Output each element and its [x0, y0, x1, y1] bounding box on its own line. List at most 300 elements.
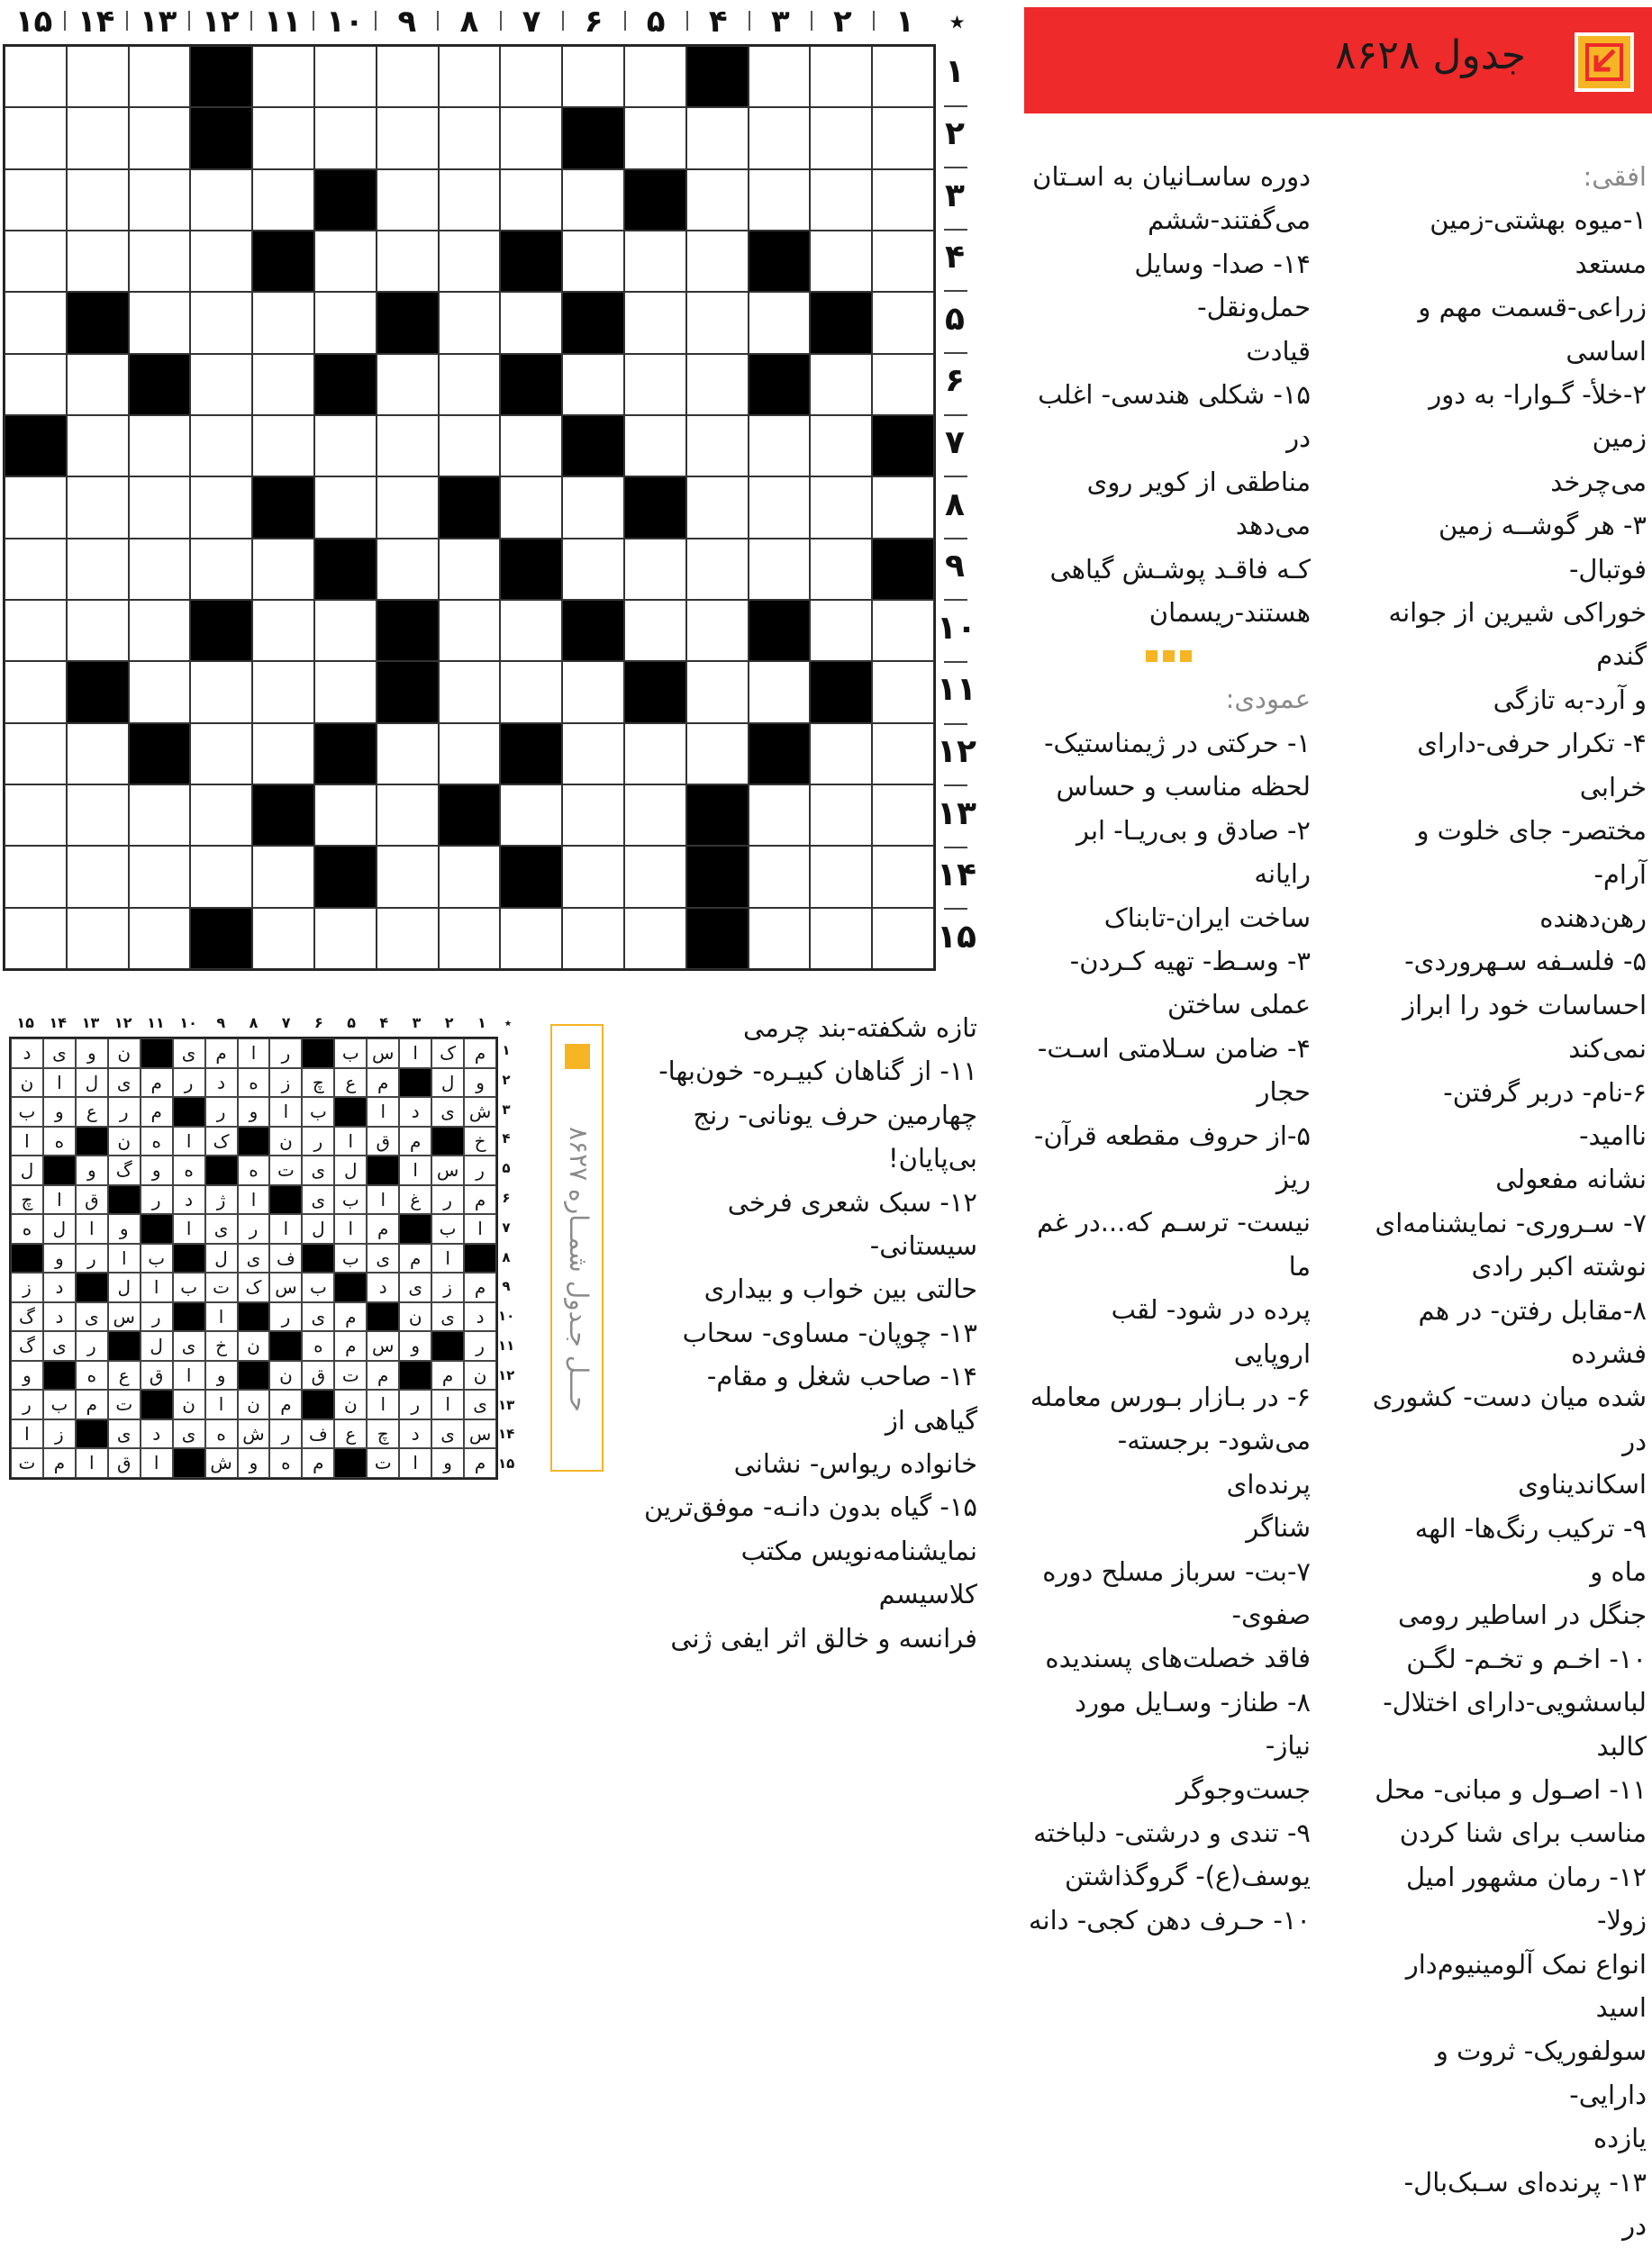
grid-cell[interactable]	[5, 600, 67, 661]
solution-column-number: ۳	[412, 1014, 422, 1031]
grid-cell[interactable]	[810, 539, 872, 600]
grid-cell[interactable]	[252, 354, 314, 415]
grid-cell[interactable]	[500, 169, 562, 231]
grid-cell[interactable]	[67, 415, 129, 476]
grid-cell[interactable]	[129, 539, 191, 600]
column-number: ۱۵	[14, 4, 53, 40]
grid-cell[interactable]	[872, 46, 934, 107]
black-cell	[686, 784, 749, 846]
grid-cell[interactable]	[67, 539, 129, 600]
grid-cell[interactable]	[129, 476, 191, 538]
grid-cell[interactable]	[129, 292, 191, 353]
solution-cell: م	[431, 1361, 464, 1391]
grid-cell[interactable]	[500, 107, 562, 168]
solution-cell: ب	[302, 1273, 334, 1302]
grid-cell[interactable]	[129, 415, 191, 476]
solution-cell: ی	[108, 1068, 141, 1098]
grid-cell[interactable]	[872, 723, 934, 784]
grid-cell[interactable]	[67, 784, 129, 846]
grid-cell[interactable]	[686, 539, 749, 600]
grid-cell[interactable]	[314, 46, 377, 107]
grid-cell[interactable]	[810, 169, 872, 231]
column-number: ۵	[646, 4, 666, 40]
solution-cell: ف	[302, 1419, 334, 1449]
grid-cell[interactable]	[377, 46, 439, 107]
grid-cell[interactable]	[872, 107, 934, 168]
solution-cell: د	[205, 1068, 238, 1098]
solution-cell: ا	[141, 1273, 173, 1302]
solution-black-cell	[367, 1156, 399, 1185]
grid-cell[interactable]	[439, 600, 501, 661]
grid-cell[interactable]	[500, 476, 562, 538]
grid-cell[interactable]	[439, 292, 501, 353]
grid-cell[interactable]	[686, 169, 749, 231]
grid-cell[interactable]	[749, 476, 811, 538]
grid-cell[interactable]	[190, 846, 252, 907]
grid-cell[interactable]	[252, 169, 314, 231]
solution-black-cell	[431, 1331, 464, 1361]
solution-cell: ن	[238, 1331, 270, 1361]
grid-cell[interactable]	[624, 107, 686, 168]
grid-cell[interactable]	[686, 661, 749, 722]
clue-line: فرانسه و خالق اثر ایفی ژنی	[670, 1622, 977, 1654]
grid-cell[interactable]	[810, 354, 872, 415]
grid-cell[interactable]	[252, 661, 314, 722]
black-cell	[252, 476, 314, 538]
grid-cell[interactable]	[67, 354, 129, 415]
grid-cell[interactable]	[377, 539, 439, 600]
solution-cell: و	[43, 1244, 76, 1274]
grid-cell[interactable]	[872, 231, 934, 292]
grid-cell[interactable]	[190, 231, 252, 292]
grid-cell[interactable]	[686, 476, 749, 538]
solution-cell: ن	[269, 1361, 302, 1391]
grid-cell[interactable]	[5, 231, 67, 292]
grid-cell[interactable]	[439, 539, 501, 600]
solution-cell: م	[464, 1448, 496, 1478]
grid-cell[interactable]	[686, 107, 749, 168]
grid-cell[interactable]	[810, 476, 872, 538]
black-cell	[624, 169, 686, 231]
grid-cell[interactable]	[810, 784, 872, 846]
grid-cell[interactable]	[377, 846, 439, 907]
grid-cell[interactable]	[439, 846, 501, 907]
grid-cell[interactable]	[129, 231, 191, 292]
solution-cell: ا	[367, 1097, 399, 1127]
grid-cell[interactable]	[686, 415, 749, 476]
grid-cell[interactable]	[810, 846, 872, 907]
grid-cell[interactable]	[5, 539, 67, 600]
grid-cell[interactable]	[439, 169, 501, 231]
solution-column-number: ۸	[249, 1014, 259, 1031]
grid-cell[interactable]	[377, 354, 439, 415]
grid-cell[interactable]	[377, 415, 439, 476]
clue-line: ۱- حرکتی در ژیمناستیک-	[1044, 727, 1311, 758]
solution-cell: ا	[11, 1419, 43, 1449]
grid-cell[interactable]	[810, 415, 872, 476]
grid-cell[interactable]	[500, 415, 562, 476]
grid-cell[interactable]	[129, 46, 191, 107]
grid-cell[interactable]	[562, 231, 624, 292]
grid-cell[interactable]	[872, 292, 934, 353]
solution-cell: چ	[302, 1068, 334, 1098]
grid-cell[interactable]	[686, 354, 749, 415]
solution-cell: ع	[76, 1097, 108, 1127]
grid-cell[interactable]	[439, 107, 501, 168]
row-separator	[944, 290, 967, 292]
grid-cell[interactable]	[377, 231, 439, 292]
solution-cell: ز	[11, 1273, 43, 1302]
grid-cell[interactable]	[624, 723, 686, 784]
row-separator	[944, 229, 967, 231]
grid-cell[interactable]	[749, 661, 811, 722]
solution-cell: ی	[302, 1185, 334, 1215]
grid-cell[interactable]	[624, 354, 686, 415]
grid-cell[interactable]	[67, 231, 129, 292]
solution-black-cell	[43, 1361, 76, 1391]
grid-cell[interactable]	[377, 784, 439, 846]
grid-cell[interactable]	[314, 600, 377, 661]
grid-cell[interactable]	[439, 46, 501, 107]
grid-cell[interactable]	[67, 908, 129, 969]
grid-cell[interactable]	[377, 908, 439, 969]
grid-cell[interactable]	[872, 476, 934, 538]
solution-label: حـــل جـدول شمــاره ۸۶۲۷	[564, 1126, 594, 1412]
grid-cell[interactable]	[749, 107, 811, 168]
grid-cell[interactable]	[562, 661, 624, 722]
black-cell	[749, 354, 811, 415]
grid-cell[interactable]	[5, 908, 67, 969]
grid-cell[interactable]	[252, 846, 314, 907]
grid-cell[interactable]	[252, 46, 314, 107]
clue-line: ۶-نام- دربر گرفتن- ناامید-	[1443, 1076, 1647, 1151]
grid-cell[interactable]	[439, 908, 501, 969]
grid-cell[interactable]	[5, 476, 67, 538]
grid-cell[interactable]	[377, 476, 439, 538]
solution-column-number: ۴	[379, 1014, 389, 1031]
grid-cell[interactable]	[314, 231, 377, 292]
grid-cell[interactable]	[377, 107, 439, 168]
grid-cell[interactable]	[810, 107, 872, 168]
grid-cell[interactable]	[377, 169, 439, 231]
solution-cell: ا	[269, 1097, 302, 1127]
clue-line: سولفوریک- ثروت و دارایی-	[1435, 2035, 1647, 2110]
grid-cell[interactable]	[872, 661, 934, 722]
grid-cell[interactable]	[314, 476, 377, 538]
grid-cell[interactable]	[190, 354, 252, 415]
grid-cell[interactable]	[624, 600, 686, 661]
grid-cell[interactable]	[562, 46, 624, 107]
solution-column-number: ۱۰	[179, 1014, 197, 1031]
grid-cell[interactable]	[749, 784, 811, 846]
grid-cell[interactable]	[67, 476, 129, 538]
solution-cell: ر	[269, 1419, 302, 1449]
grid-cell[interactable]	[439, 723, 501, 784]
solution-cell: ر	[76, 1331, 108, 1361]
grid-cell[interactable]	[5, 169, 67, 231]
grid-column-header	[0, 0, 966, 43]
solution-cell: ه	[205, 1419, 238, 1449]
grid-cell[interactable]	[810, 723, 872, 784]
grid-cell[interactable]	[562, 354, 624, 415]
solution-row-number: ۱۲	[498, 1366, 515, 1383]
grid-cell[interactable]	[190, 784, 252, 846]
grid-cell[interactable]	[314, 661, 377, 722]
row-separator	[944, 784, 967, 786]
grid-cell[interactable]	[749, 415, 811, 476]
grid-cell[interactable]	[67, 46, 129, 107]
solution-cell: ع	[108, 1361, 141, 1391]
clue-line: یازده	[1593, 2123, 1647, 2154]
black-cell	[5, 415, 67, 476]
grid-cell[interactable]	[872, 354, 934, 415]
grid-cell[interactable]	[686, 723, 749, 784]
solution-cell: ه	[141, 1127, 173, 1156]
grid-cell[interactable]	[872, 846, 934, 907]
solution-cell: ق	[141, 1361, 173, 1391]
grid-cell[interactable]	[439, 415, 501, 476]
black-cell	[562, 107, 624, 168]
solution-cell: م	[399, 1127, 431, 1156]
grid-cell[interactable]	[129, 661, 191, 722]
row-separator	[944, 908, 967, 910]
grid-cell[interactable]	[500, 292, 562, 353]
solution-cell: د	[43, 1273, 76, 1302]
black-cell	[252, 784, 314, 846]
solution-cell: غ	[399, 1185, 431, 1215]
solution-black-cell	[76, 1127, 108, 1156]
grid-cell[interactable]	[5, 661, 67, 722]
solution-cell: ر	[11, 1390, 43, 1419]
grid-cell[interactable]	[377, 723, 439, 784]
solution-cell: م	[399, 1244, 431, 1274]
clue-line: ۴- ضامن سـلامتی اسـت-	[1037, 1032, 1311, 1064]
solution-cell: ه	[238, 1156, 270, 1185]
solution-cell: ت	[367, 1448, 399, 1478]
grid-cell[interactable]	[562, 908, 624, 969]
grid-cell[interactable]	[624, 539, 686, 600]
solution-cell: ا	[431, 1244, 464, 1274]
grid-cell[interactable]	[5, 784, 67, 846]
grid-cell[interactable]	[749, 846, 811, 907]
black-cell	[686, 908, 749, 969]
solution-cell: ز	[431, 1273, 464, 1302]
grid-cell[interactable]	[872, 908, 934, 969]
solution-cell: ا	[205, 1302, 238, 1332]
grid-cell[interactable]	[190, 661, 252, 722]
row-number: ۸	[945, 485, 965, 523]
solution-cell: ن	[464, 1361, 496, 1391]
grid-cell[interactable]	[686, 600, 749, 661]
grid-cell[interactable]	[129, 846, 191, 907]
grid-cell[interactable]	[67, 600, 129, 661]
grid-cell[interactable]	[252, 908, 314, 969]
crossword-grid[interactable]	[3, 44, 936, 971]
black-cell	[190, 908, 252, 969]
solution-cell: ی	[431, 1419, 464, 1449]
grid-cell[interactable]	[67, 169, 129, 231]
grid-cell[interactable]	[252, 600, 314, 661]
grid-cell[interactable]	[810, 600, 872, 661]
solution-cell: چ	[11, 1185, 43, 1215]
clue-line: می‌گفتند-ششم	[1148, 204, 1311, 236]
grid-cell[interactable]	[439, 661, 501, 722]
grid-cell[interactable]	[624, 292, 686, 353]
solution-cell: ب	[43, 1390, 76, 1419]
grid-cell[interactable]	[624, 908, 686, 969]
solution-cell: ا	[367, 1390, 399, 1419]
grid-cell[interactable]	[810, 908, 872, 969]
grid-cell[interactable]	[624, 415, 686, 476]
solution-column-number: ۲	[444, 1014, 454, 1031]
solution-cell: و	[76, 1156, 108, 1185]
grid-cell[interactable]	[129, 784, 191, 846]
grid-cell[interactable]	[500, 46, 562, 107]
grid-cell[interactable]	[67, 846, 129, 907]
solution-cell: ا	[334, 1214, 367, 1244]
grid-cell[interactable]	[624, 46, 686, 107]
solution-cell: د	[399, 1419, 431, 1449]
grid-cell[interactable]	[190, 539, 252, 600]
grid-cell[interactable]	[252, 415, 314, 476]
grid-cell[interactable]	[129, 908, 191, 969]
grid-cell[interactable]	[562, 723, 624, 784]
grid-cell[interactable]	[5, 46, 67, 107]
solution-cell: م	[464, 1185, 496, 1215]
black-cell	[624, 476, 686, 538]
solution-black-cell	[399, 1068, 431, 1098]
grid-cell[interactable]	[624, 784, 686, 846]
grid-cell[interactable]	[500, 661, 562, 722]
grid-cell[interactable]	[562, 784, 624, 846]
grid-cell[interactable]	[190, 169, 252, 231]
black-cell	[872, 539, 934, 600]
grid-cell[interactable]	[749, 292, 811, 353]
grid-cell[interactable]	[500, 600, 562, 661]
clue-line: ۸- طناز- وسـایل مورد نیاز-	[1075, 1686, 1311, 1762]
black-cell	[439, 476, 501, 538]
grid-cell[interactable]	[190, 476, 252, 538]
grid-cell[interactable]	[252, 107, 314, 168]
solution-cell: ی	[76, 1302, 108, 1332]
black-cell	[314, 354, 377, 415]
solution-cell: ا	[11, 1127, 43, 1156]
grid-cell[interactable]	[314, 784, 377, 846]
grid-cell[interactable]	[5, 846, 67, 907]
column-number: ۲	[833, 4, 852, 40]
grid-cell[interactable]	[314, 415, 377, 476]
solution-cell: و	[11, 1361, 43, 1391]
grid-cell[interactable]	[190, 723, 252, 784]
solution-black-cell	[334, 1097, 367, 1127]
grid-cell[interactable]	[129, 107, 191, 168]
grid-cell[interactable]	[562, 539, 624, 600]
grid-cell[interactable]	[562, 169, 624, 231]
grid-cell[interactable]	[810, 231, 872, 292]
solution-cell: ا	[173, 1214, 205, 1244]
grid-cell[interactable]	[500, 784, 562, 846]
solution-cell: ا	[238, 1038, 270, 1068]
grid-cell[interactable]	[686, 292, 749, 353]
grid-cell[interactable]	[624, 846, 686, 907]
grid-cell[interactable]	[872, 600, 934, 661]
solution-cell: ر	[464, 1156, 496, 1185]
grid-cell[interactable]	[67, 723, 129, 784]
solution-cell: ل	[108, 1273, 141, 1302]
solution-cell: و	[238, 1448, 270, 1478]
grid-cell[interactable]	[129, 169, 191, 231]
grid-cell[interactable]	[5, 723, 67, 784]
grid-cell[interactable]	[439, 354, 501, 415]
horizontal-clues-continued	[1027, 155, 1311, 634]
column-number: ۱۱	[264, 4, 302, 40]
grid-cell[interactable]	[129, 600, 191, 661]
solution-cell: و	[108, 1214, 141, 1244]
solution-cell: م	[141, 1068, 173, 1098]
solution-cell: ن	[11, 1068, 43, 1098]
grid-cell[interactable]	[5, 354, 67, 415]
grid-cell[interactable]	[252, 539, 314, 600]
clue-line: ۱۲- سبک شعری فرخی سیستانی-	[727, 1186, 977, 1262]
grid-cell[interactable]	[500, 908, 562, 969]
grid-cell[interactable]	[190, 415, 252, 476]
grid-cell[interactable]	[562, 846, 624, 907]
grid-cell[interactable]	[810, 46, 872, 107]
solution-black-cell	[302, 1244, 334, 1274]
grid-cell[interactable]	[314, 292, 377, 353]
grid-cell[interactable]	[67, 107, 129, 168]
grid-cell[interactable]	[872, 169, 934, 231]
clue-line: ۱۴- صاحب شغل و مقام- گیاهی از	[706, 1361, 977, 1436]
column-number: ۷	[522, 4, 541, 40]
clue-line: لباسشویی-دارای اختلال-کالبد	[1383, 1687, 1647, 1762]
grid-cell[interactable]	[314, 107, 377, 168]
grid-cell[interactable]	[252, 292, 314, 353]
solution-star-icon: ٭	[504, 1014, 513, 1031]
grid-cell[interactable]	[252, 723, 314, 784]
solution-cell: ی	[205, 1214, 238, 1244]
star-icon: ٭	[949, 4, 966, 40]
solution-cell: چ	[367, 1419, 399, 1449]
grid-cell[interactable]	[749, 539, 811, 600]
solution-cell: و	[43, 1097, 76, 1127]
grid-cell[interactable]	[5, 292, 67, 353]
grid-cell[interactable]	[686, 231, 749, 292]
horizontal-clues	[1372, 198, 1647, 2247]
grid-cell[interactable]	[190, 292, 252, 353]
grid-cell[interactable]	[562, 476, 624, 538]
row-separator	[944, 476, 967, 477]
grid-cell[interactable]	[624, 231, 686, 292]
grid-cell[interactable]	[749, 46, 811, 107]
solution-cell: ا	[464, 1214, 496, 1244]
grid-cell[interactable]	[439, 231, 501, 292]
grid-cell[interactable]	[872, 784, 934, 846]
solution-cell: د	[399, 1097, 431, 1127]
solution-black-cell	[76, 1419, 108, 1449]
clue-line: و آرد-به تازگی	[1493, 684, 1647, 715]
grid-cell[interactable]	[5, 107, 67, 168]
grid-cell[interactable]	[749, 169, 811, 231]
solution-cell: ا	[367, 1185, 399, 1215]
solution-row-number: ۶	[502, 1190, 511, 1206]
solution-black-cell	[76, 1273, 108, 1302]
solution-black-cell	[302, 1038, 334, 1068]
grid-cell[interactable]	[314, 908, 377, 969]
clue-line: ۱۵- گیاه بدون دانـه- موفق‌ترین	[643, 1491, 977, 1523]
row-separator	[944, 352, 967, 354]
grid-cell[interactable]	[749, 908, 811, 969]
